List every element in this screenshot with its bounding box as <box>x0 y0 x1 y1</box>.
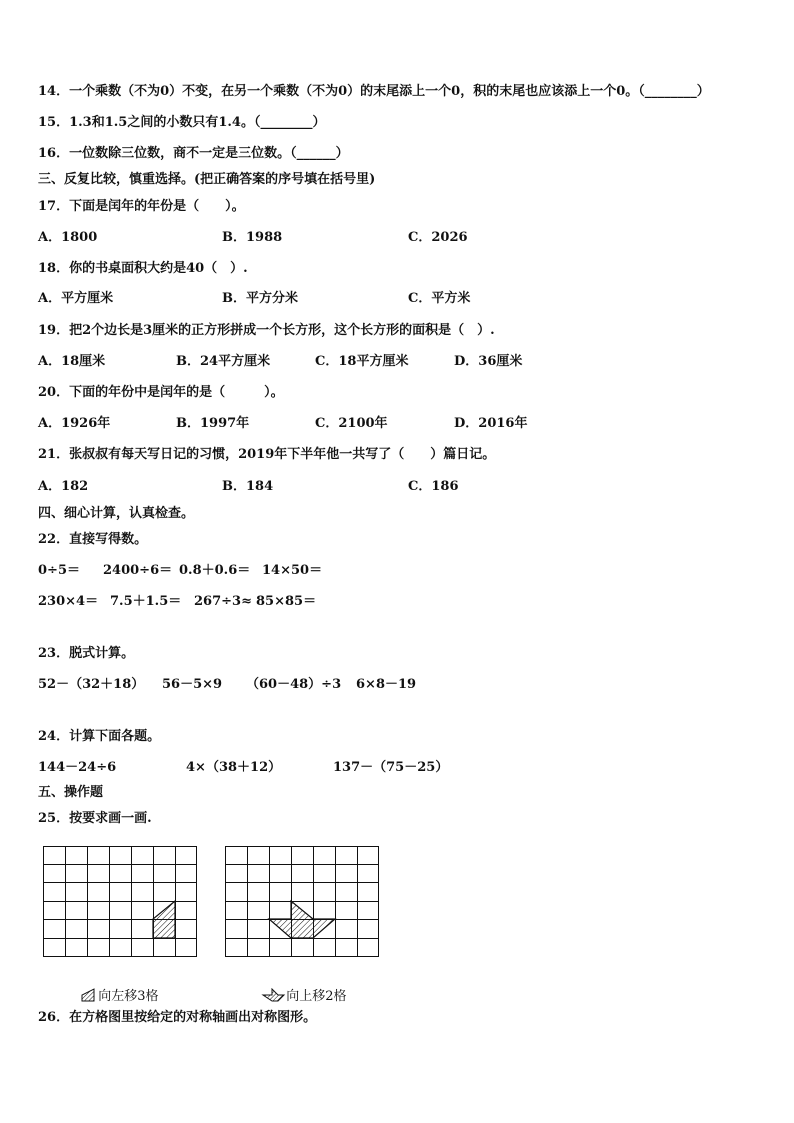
q22-item: 14×50＝ <box>262 563 323 578</box>
q18-option-b: B．平方分米 <box>222 291 298 306</box>
caption-right-text: 向上移2格 <box>286 989 347 1004</box>
q24-stem: 24．计算下面各题。 <box>38 729 161 744</box>
q17-option-a: A．1800 <box>38 230 98 245</box>
q19-stem: 19．把2个边长是3厘米的正方形拼成一个长方形，这个长方形的面积是（ ）. <box>38 323 495 338</box>
shape-left <box>153 901 175 938</box>
q20-option-d: D．2016年 <box>454 416 528 431</box>
grid-right <box>225 846 379 957</box>
caption-left <box>72 970 159 1004</box>
q21-option-a: A．182 <box>38 479 89 494</box>
q24-item: 137－（75－25） <box>333 760 449 775</box>
q22-item: 0÷5＝ <box>38 563 80 578</box>
q22-item: 7.5＋1.5＝ <box>110 594 182 609</box>
q22-stem: 22．直接写得数。 <box>38 532 148 547</box>
grid-left <box>43 846 197 957</box>
q17-stem: 17．下面是闰年的年份是（ ）。 <box>38 199 245 214</box>
q20-option-b: B．1997年 <box>176 416 250 431</box>
q19-option-b: B．24平方厘米 <box>176 354 271 369</box>
q24-item: 4×（38＋12） <box>186 760 282 775</box>
q26: 26．在方格图里按给定的对称轴画出对称图形。 <box>38 1010 317 1025</box>
q18-option-c: C．平方米 <box>408 291 471 306</box>
caption-right <box>252 970 347 1004</box>
small-shape-icon <box>80 988 98 1002</box>
q23-stem: 23．脱式计算。 <box>38 646 135 661</box>
q17-option-c: C．2026 <box>408 230 468 245</box>
q24-item: 144－24÷6 <box>38 760 117 775</box>
section5-heading: 五、操作题 <box>38 785 104 800</box>
shape-right <box>269 901 335 938</box>
caption-left-text: 向左移3格 <box>98 989 159 1004</box>
q23-item: 52－（32＋18） <box>38 677 145 692</box>
q21-stem: 21．张叔叔有每天写日记的习惯，2019年下半年他一共写了（ ）篇日记。 <box>38 447 496 462</box>
section3-heading: 三、反复比较，慎重选择。(把正确答案的序号填在括号里) <box>38 172 376 187</box>
q18-option-a: A．平方厘米 <box>38 291 114 306</box>
q20-option-c: C．2100年 <box>315 416 388 431</box>
q17-option-b: B．1988 <box>222 230 283 245</box>
q22-item: 0.8＋0.6＝ <box>179 563 251 578</box>
q19-option-a: A．18厘米 <box>38 354 106 369</box>
q16: 16．一位数除三位数，商不一定是三位数。（______） <box>38 146 349 161</box>
q25-stem: 25．按要求画一画. <box>38 811 152 826</box>
q19-option-c: C．18平方厘米 <box>315 354 409 369</box>
q21-option-b: B．184 <box>222 479 274 494</box>
q21-option-c: C．186 <box>408 479 459 494</box>
small-shape-icon <box>260 988 286 1002</box>
q22-item: 85×85＝ <box>256 594 317 609</box>
q22-item: 2400÷6＝ <box>103 563 173 578</box>
q22-item: 267÷3≈ <box>194 594 252 609</box>
q23-item: 56－5×9 <box>162 677 223 692</box>
q19-option-d: D．36厘米 <box>454 354 523 369</box>
q14: 14．一个乘数（不为0）不变，在另一个乘数（不为0）的末尾添上一个0，积的末尾也应该添上一个0。（________） <box>38 84 710 99</box>
q22-item: 230×4＝ <box>38 594 99 609</box>
q23-item: 6×8－19 <box>356 677 417 692</box>
q18-stem: 18．你的书桌面积大约是40（ ）. <box>38 261 248 276</box>
q20-stem: 20．下面的年份中是闰年的是（ ）。 <box>38 385 284 400</box>
section4-heading: 四、细心计算，认真检查。 <box>38 506 195 521</box>
q23-item: （60－48）÷3 <box>246 677 342 692</box>
q20-option-a: A．1926年 <box>38 416 111 431</box>
q15: 15．1.3和1.5之间的小数只有1.4。（________） <box>38 115 326 130</box>
